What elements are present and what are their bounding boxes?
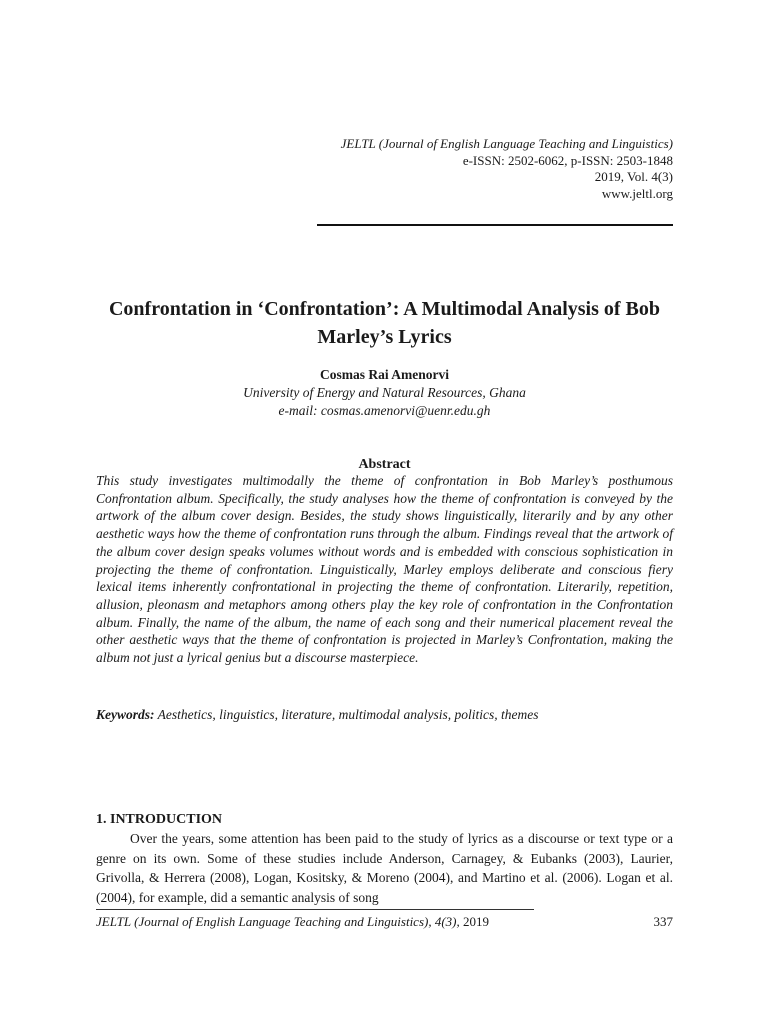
- section-heading-introduction: 1. INTRODUCTION: [96, 812, 223, 827]
- footer-year: 2019: [459, 914, 490, 929]
- author-affiliation: University of Energy and Natural Resources, Ghana: [243, 385, 526, 400]
- journal-header: [341, 136, 673, 202]
- journal-name: JELTL (Journal of English Language Teaching and Linguistics): [340, 136, 673, 151]
- header-divider: [317, 224, 673, 226]
- page-footer: [96, 913, 673, 931]
- author-email: e-mail: cosmas.amenorvi@uenr.edu.gh: [278, 403, 491, 418]
- issn: e-ISSN: 2502-6062, p-ISSN: 2503-1848: [462, 152, 673, 168]
- abstract-text: This study investigates multimodally the theme of confrontation in Bob Marley’s posthumous Confrontation album. Specifically, the study analyses how the theme of confrontation is conveyed by the artwork of the album cover design. Besides, the study shows linguistically, literarily and by any other aesthetic ways how the theme of confrontation runs through the album. Findings reveal that the artwork of the album cover design speaks volumes without words and is embedded with conscious sophistication in projecting the theme of confrontation. Linguistically, Marley employs deliberate and conscious fiery lexical items inherently confrontational in projecting the theme of confrontation. Literarily, repetition, allusion, pleonasm and metaphors among others play the key role of confrontation in the Confrontation album. Finally, the name of the album, the name of each song and their numerical placement reveal the other aesthetic ways that the theme of confrontation is projected in Marley’s Confrontation, making the album not just a lyrical genius but a discourse masterpiece.: [96, 473, 673, 666]
- keywords: [96, 706, 673, 724]
- introduction-paragraph: Over the years, some attention has been paid to the study of lyrics as a discourse or text type or a genre on its own. Some of these studies include Anderson, Carnagey, & Eubanks (2003), Laurier, Grivolla, & Herrera (2008), Logan, Kositsky, & Moreno (2004), and Martino et al. (2006). Logan et al. (2004), for example, did a semantic analysis of song: [96, 831, 673, 905]
- paper-title: Confrontation in ‘Confrontation’: A Multimodal Analysis of Bob Marley’s Lyrics: [108, 298, 660, 348]
- author-name: Cosmas Rai Amenorvi: [320, 367, 449, 382]
- author-block: [96, 366, 673, 420]
- footer-journal: JELTL (Journal of English Language Teaching and Linguistics), 4(3),: [96, 914, 460, 929]
- abstract-heading: Abstract: [358, 457, 411, 472]
- page-number: 337: [653, 914, 673, 929]
- footer-divider: [96, 909, 534, 910]
- journal-website: www.jeltl.org: [601, 185, 673, 201]
- keywords-text: Aesthetics, linguistics, literature, multimodal analysis, politics, themes: [154, 707, 539, 722]
- volume: 2019, Vol. 4(3): [594, 169, 673, 184]
- keywords-label: Keywords:: [96, 707, 155, 722]
